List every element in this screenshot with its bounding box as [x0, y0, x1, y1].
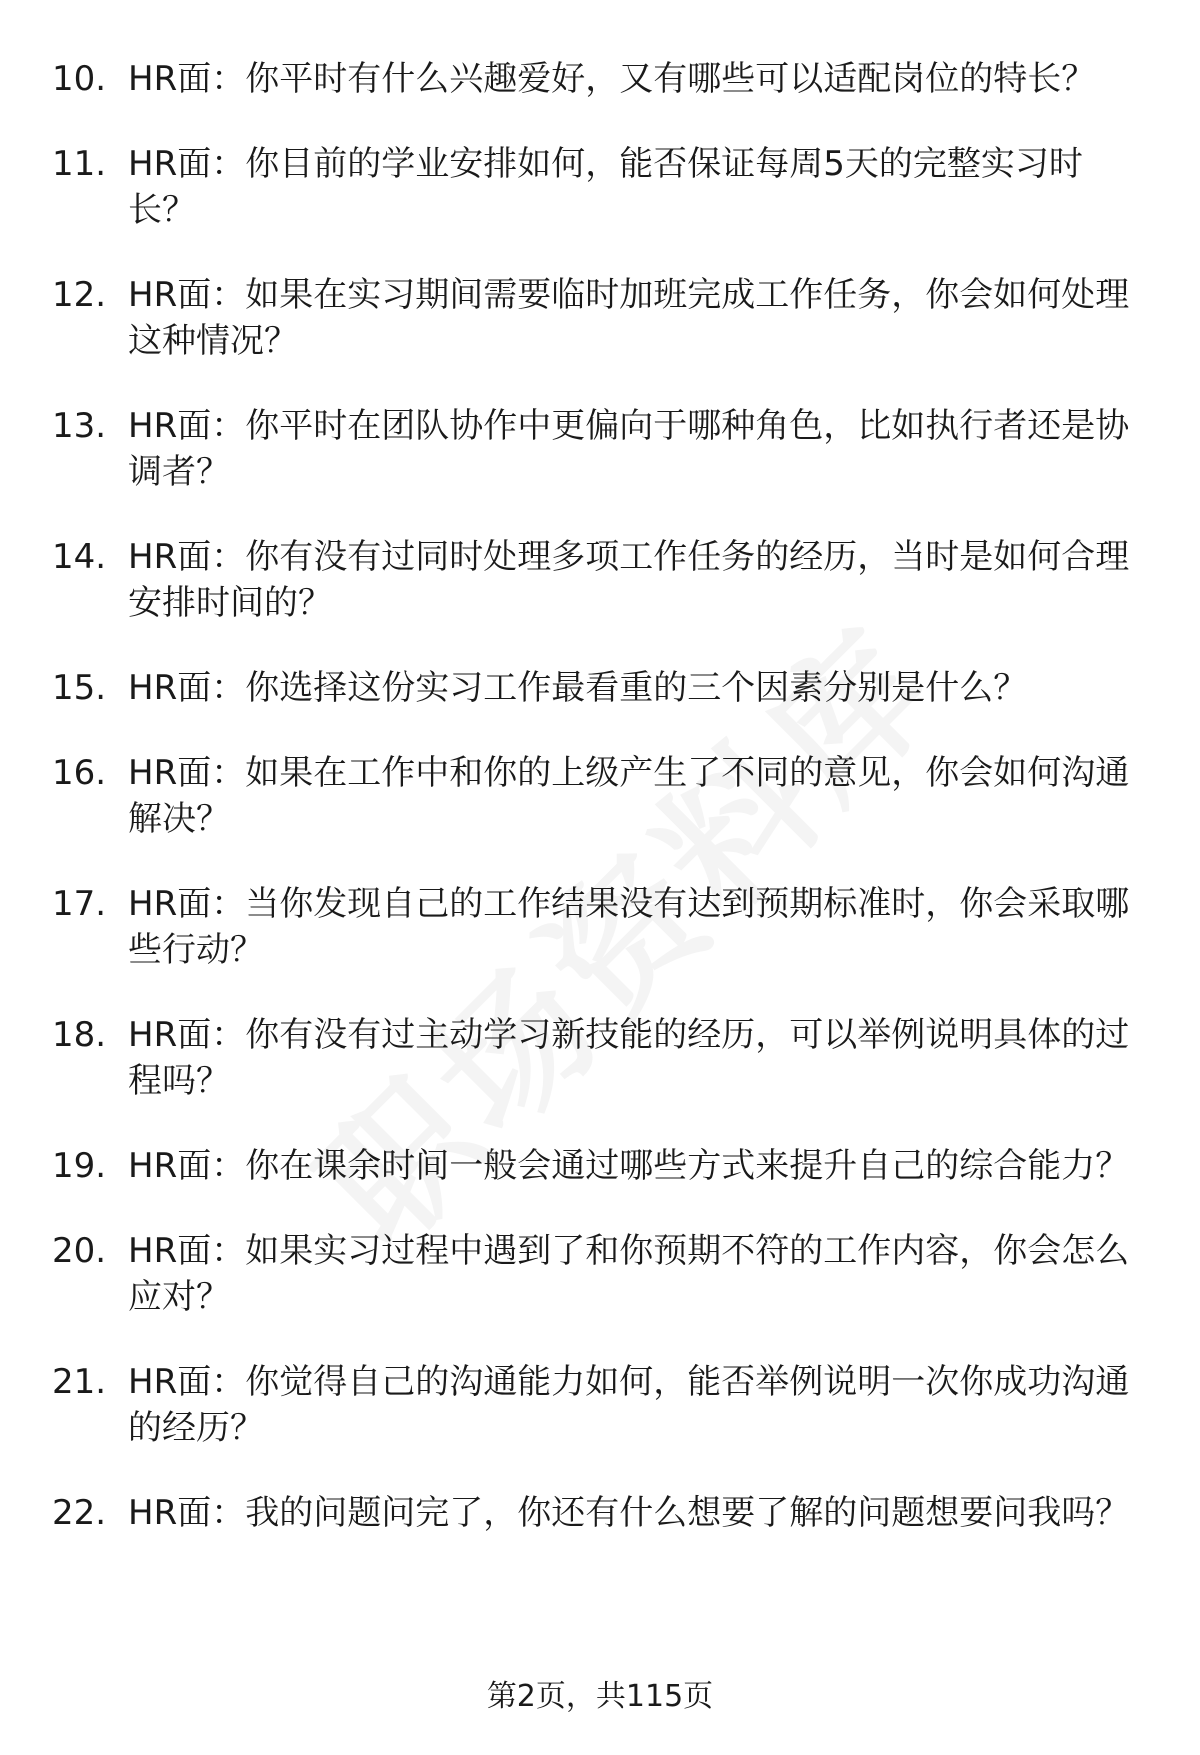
list-item — [0, 1359, 1200, 1451]
question-number: 16. — [52, 753, 107, 793]
list-item — [0, 881, 1200, 973]
question-text: HR面：如果在实习期间需要临时加班完成工作任务，你会如何处理这种情况？ — [128, 275, 1130, 361]
list-item — [0, 56, 1200, 102]
list-item — [0, 141, 1200, 233]
list-item — [0, 534, 1200, 626]
question-number: 10. — [52, 59, 107, 99]
question-number: 18. — [52, 1015, 107, 1055]
list-item — [0, 1228, 1200, 1320]
page-number-footer: 第2页，共115页 — [486, 1679, 714, 1714]
list-item — [0, 1490, 1200, 1536]
question-number: 21. — [52, 1362, 107, 1402]
question-text: HR面：你有没有过主动学习新技能的经历，可以举例说明具体的过程吗？ — [128, 1015, 1130, 1101]
question-number: 11. — [52, 144, 107, 184]
question-text: HR面：你目前的学业安排如何，能否保证每周5天的完整实习时长？ — [128, 144, 1083, 230]
question-text: HR面：当你发现自己的工作结果没有达到预期标准时，你会采取哪些行动？ — [128, 884, 1130, 970]
list-item — [0, 750, 1200, 842]
question-list — [0, 56, 1200, 1575]
question-text: HR面：你觉得自己的沟通能力如何，能否举例说明一次你成功沟通的经历？ — [128, 1362, 1130, 1448]
question-number: 20. — [52, 1231, 107, 1271]
list-item — [0, 1012, 1200, 1104]
list-item — [0, 272, 1200, 364]
question-number: 22. — [52, 1493, 107, 1533]
list-item — [0, 1143, 1200, 1189]
list-item — [0, 665, 1200, 711]
question-number: 17. — [52, 884, 107, 924]
question-text: HR面：我的问题问完了，你还有什么想要了解的问题想要问我吗？ — [128, 1493, 1130, 1533]
question-number: 14. — [52, 537, 107, 577]
question-number: 13. — [52, 406, 107, 446]
question-number: 15. — [52, 668, 107, 708]
question-text: HR面：如果实习过程中遇到了和你预期不符的工作内容，你会怎么应对？ — [128, 1231, 1130, 1317]
question-number: 19. — [52, 1146, 107, 1186]
list-item — [0, 403, 1200, 495]
question-text: HR面：你平时在团队协作中更偏向于哪种角色，比如执行者还是协调者？ — [128, 406, 1130, 492]
question-text: HR面：你有没有过同时处理多项工作任务的经历，当时是如何合理安排时间的？ — [128, 537, 1130, 623]
question-text: HR面：你选择这份实习工作最看重的三个因素分别是什么？ — [128, 668, 1028, 708]
question-text: HR面：如果在工作中和你的上级产生了不同的意见，你会如何沟通解决？ — [128, 753, 1130, 839]
question-number: 12. — [52, 275, 107, 315]
question-text: HR面：你在课余时间一般会通过哪些方式来提升自己的综合能力？ — [128, 1146, 1130, 1186]
question-text: HR面：你平时有什么兴趣爱好，又有哪些可以适配岗位的特长？ — [128, 59, 1096, 99]
